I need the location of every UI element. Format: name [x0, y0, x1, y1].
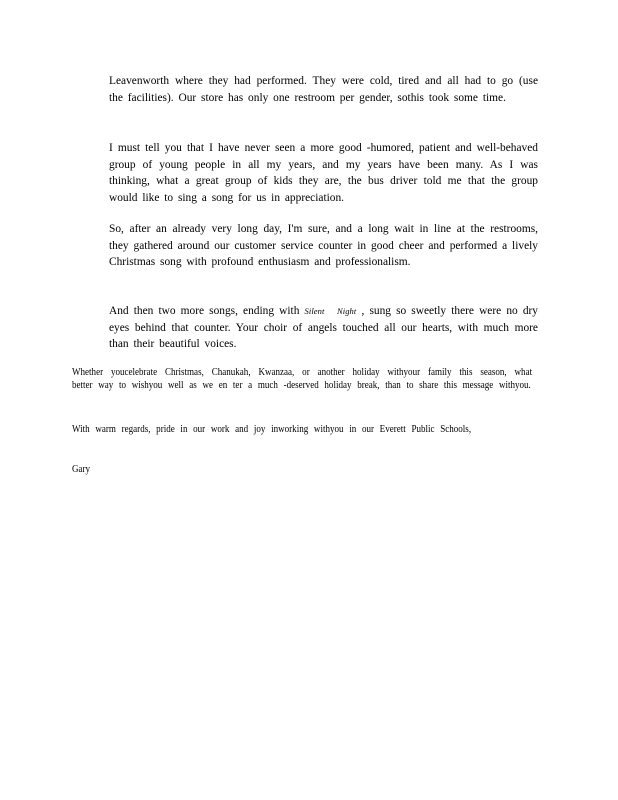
letter-paragraph-3	[109, 221, 538, 271]
paragraph-text-start: And then two more songs, ending with	[109, 305, 305, 317]
letter-paragraph-4	[109, 303, 538, 353]
paragraph-text	[109, 303, 538, 353]
paragraph-text-end: , sung so sweetly there were no dry eyes behind that counter. Your choir of angels touched all our hearts, with much more than their beautiful voices.	[109, 305, 539, 350]
paragraph-text: Whether youcelebrate Christmas, Chanukah, Kwanzaa, or another holiday withyour family this season, what better way to wishyou well as we en ter a much -deserved holiday break, than to share this message withyou.	[72, 367, 533, 391]
signature	[72, 464, 468, 477]
paragraph-text: So, after an already very long day, I'm sure, and a long wait in line at the restrooms, they gathered around our customer service counter in good cheer and performed a lively Christmas song with profound enthusiasm and professionalism.	[109, 223, 538, 268]
paragraph-text: I must tell you that I have never seen a more good -humored, patient and well-behaved group of young people in all my years, and my years have been many. As I was thinking, what a great group of kids they are, the bus driver told me that the group would like to sing a song for us in appreciation.	[109, 142, 538, 204]
letter-paragraph-1	[109, 73, 538, 106]
letter-paragraph-2	[109, 140, 538, 206]
song-title: Silent Night	[304, 306, 357, 316]
paragraph-text: Leavenworth where they had performed. They were cold, tired and all had to go (use the facilities). Our store has only one restroom per gender, sothis took some time.	[109, 75, 538, 104]
regards-paragraph	[72, 424, 493, 437]
paragraph-text: With warm regards, pride in our work and joy inworking withyou in our Everett Public Schools,	[72, 424, 472, 435]
holiday-wishes-paragraph	[72, 367, 532, 392]
signature-text: Gary	[72, 464, 91, 475]
